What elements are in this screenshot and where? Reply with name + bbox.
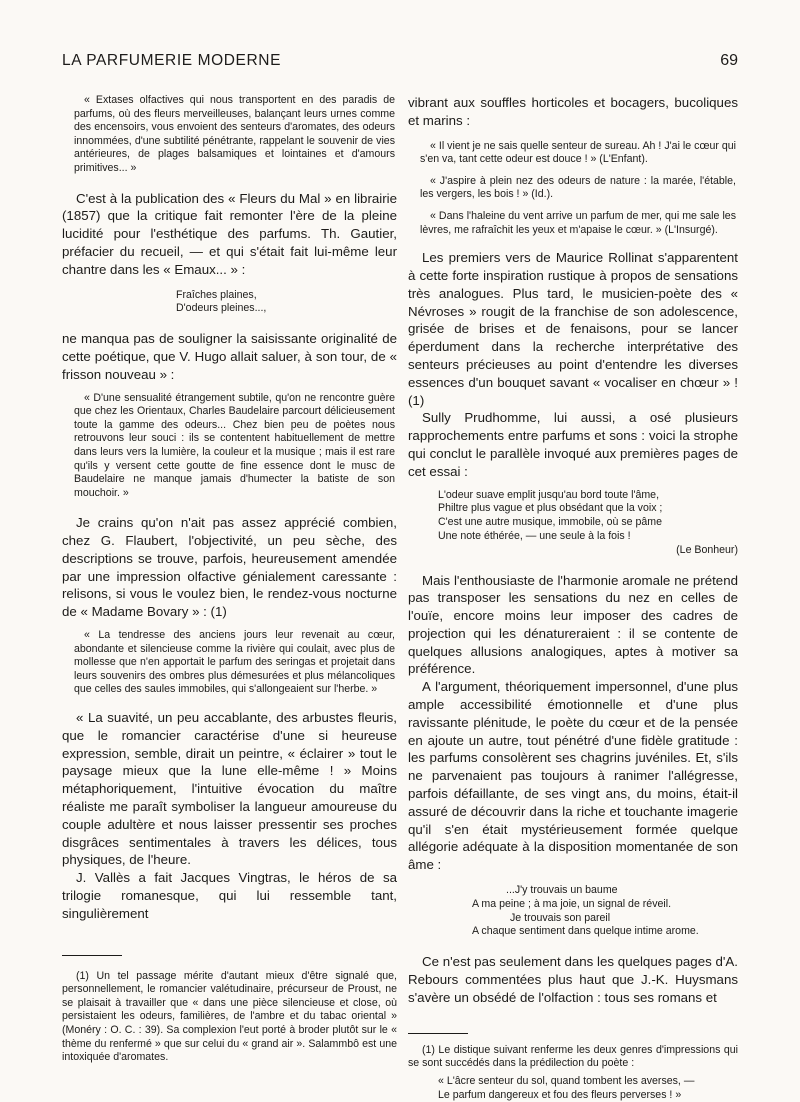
footnote-rule [62, 955, 122, 956]
paragraph-flaubert: Je crains qu'on n'ait pas assez apprécié combien, chez G. Flaubert, l'objectivité, un peu sèche, des descriptions se trouve, parfois, heureusement amendée par une impression olfactive génialement caressante : relisons, si vous le voulez bien, le rendez-vous nocturne de « Madame Bovary » : (1) [62, 515, 397, 620]
poem-line: L'odeur suave emplit jusqu'au bord toute l'âme, [438, 488, 660, 501]
paragraph-rollinat: Les premiers vers de Maurice Rollinat s'apparentent à cette forte inspiration rustique à propos de sensations très analogues. Plus tard, le musicien-poète des « Névroses » rougit de la franchise de son adolescence, grisée de brises et de fenaisons, pour se lancer éperdument dans la recherche interprétative des senteurs précieuses au point d'entendre les diverses essences d'un bouquet savant « vocaliser en chœur » ! (1) [408, 250, 738, 408]
paragraph-argument: A l'argument, théoriquement impersonnel, d'une plus ample accessibilité émotionnelle et d'une plus ravissante plénitude, le poète du cœur et de la pensée en ajoute un autre, tout pénétré d'une fidèle gratitude : les parfums consolèrent ses chagrins juvéniles. Et, s'ils ne parvenaient pas toujours à ranimer l'allégresse, parfois défaillante, de ses vingt ans, du moins, était-il assuré de découvrir dans la riche et touchante imagerie qu'il s'en était mystérieusement formée quelque allégorie adéquate à la disposition momentanée de son âme : [408, 679, 738, 873]
footnote-rule [408, 1033, 468, 1034]
poem-line: ...J'y trouvais un baume [506, 884, 618, 897]
bovary-quote: « La tendresse des anciens jours leur revenait au cœur, abondante et silencieuse comme la rivière qui coulait, avec plus de mollesse que n'en apportait le parfum des seringas et projetait dans leurs souvenirs des ombres plus démesurées et plus mélancoliques que celles des saules immobiles, qui s'allongeaient sur l'herbe. » [74, 629, 395, 696]
right-column [408, 94, 738, 1102]
left-column [62, 94, 397, 1065]
paragraph-fleurs-du-mal: C'est à la publication des « Fleurs du Mal » en librairie (1857) que la critique fait remonter l'ère de la pleine lucidité pour l'esthétique des parfums. Th. Gautier, préfacier du recueil, — et qui s'était fait lui-même leur chantre dans les « Emaux... » : [62, 190, 397, 277]
footnote: (1) Un tel passage mérite d'autant mieux d'être signalé que, personnellement, le romancier valétudinaire, précurseur de Proust, ne se plaisait à travailler que « dans une pièce silencieuse et close, où persistaient les odeurs, familières, de l'ambre et du tabac oriental » (Monéry : O. C. : 39). Sa complexion l'eut porté à broder plutôt sur le « thème du renfermé » que sur celui du « grand air ». Salammbô est une intoxiquée d'aromates. [62, 969, 397, 1064]
verse-line: Fraîches plaines, [176, 288, 257, 301]
poem-line: A chaque sentiment dans quelque intime arome. [472, 925, 699, 938]
gautier-verse [176, 289, 397, 317]
valles-quote: « Il vient je ne sais quelle senteur de sureau. Ah ! J'ai le cœur qui s'en va, tant cette odeur est douce ! » (L'Enfant). [420, 139, 736, 166]
poem-line: A ma peine ; à ma joie, un signal de réveil. [472, 897, 672, 910]
gautier-quote: « D'une sensualité étrangement subtile, qu'on ne rencontre guère que chez les Orientaux, Charles Baudelaire parcourt délicieusement toute la gamme des odeurs... Chez bien peu de poètes nous retrouvons leur souci : ils se contentent habituellement de mettre dans leurs vers la lumière, la couleur et la musique ; mais il est rare qu'ils y versent cette goutte de fine essence dont le musc de Baudelaire ne manque jamais d'humecter la batiste de son mouchoir. » [74, 391, 395, 499]
baudelaire-quote: « Extases olfactives qui nous transportent en des paradis de parfums, où des fleurs merveilleuses, balançant leurs urnes comme des encensoirs, vous envoient des senteurs d'aromates, des odeurs innommées, d'une subtilité pénétrante, rappelant le souvenir de vies antérieures, de plages balsamiques et lointaines et d'amours primitives... » [74, 94, 395, 174]
poem-line: Philtre plus vague et plus obsédant que la voix ; [438, 502, 663, 515]
paragraph-continuation: vibrant aux souffles horticoles et bocagers, bucoliques et marins : [408, 95, 738, 128]
running-title: LA PARFUMERIE MODERNE [62, 52, 282, 69]
poem-line: C'est une autre musique, immobile, où se pâme [438, 516, 663, 529]
baume-poem [472, 884, 738, 939]
paragraph-suavite: « La suavité, un peu accablante, des arbustes fleuris, que le romancier caractérise d'une si heureuse expression, semble, dirait un peintre, « éclairer » tout le paysage mieux que la lune elle-même ! » Moins métaphoriquement, l'intuitive évocation du maître réaliste me paraît symboliser la langueur amoureuse du couple adultère et nous laisser pressentir ses proches disgrâces sentimentales à travers les délices, tous physiques, de l'heure. [62, 710, 397, 868]
paragraph-valles: J. Vallès a fait Jacques Vingtras, le héros de sa trilogie romanesque, qui lui ressemble tant, singulièrement [62, 870, 397, 921]
verse-line: Le parfum dangereux et fou des fleurs perverses ! » [438, 1088, 682, 1101]
poem-credit: (Le Bonheur) [676, 543, 738, 556]
valles-quote: « J'aspire à plein nez des odeurs de nature : la marée, l'étable, les vergers, les bois ! » (Id.). [420, 174, 736, 201]
page-header [62, 52, 738, 72]
page-number: 69 [720, 52, 738, 69]
poem-line: Une note éthérée, — une seule à la fois ! [438, 529, 631, 542]
bonheur-poem [438, 489, 738, 558]
paragraph-sully-prudhomme: Sully Prudhomme, lui aussi, a osé plusieurs rapprochements entre parfums et sons : voici la strophe qui conclut le parallèle invoqué aux premières pages de cet essai : [408, 410, 738, 479]
paragraph-huysmans: Ce n'est pas seulement dans les quelques pages d'A. Rebours commentées plus haut que J.-K. Huysmans s'avère un obsédé de l'olfaction : tous ses romans et [408, 954, 738, 1005]
poem-line: Je trouvais son pareil [510, 911, 611, 924]
verse-line: D'odeurs pleines..., [176, 302, 267, 315]
valles-quote: « Dans l'haleine du vent arrive un parfum de mer, qui me sale les lèvres, me rafraîchit les yeux et m'apaise le cœur. » (L'Insurgé). [420, 209, 736, 236]
footnote: (1) Le distique suivant renferme les deux genres d'impressions qui se sont succédés dans la prédilection du poète : [408, 1043, 738, 1070]
verse-line: « L'âcre senteur du sol, quand tombent les averses, — [438, 1074, 695, 1087]
paragraph-hugo: ne manqua pas de souligner la saisissante originalité de cette poétique, que V. Hugo allait saluer, à son tour, de « frisson nouveau » : [62, 331, 397, 382]
paragraph-harmonie: Mais l'enthousiaste de l'harmonie aromale ne prétend pas transposer les sensations du nez en celles de l'ouïe, encore moins leur imposer des cadres de projection qui les dénatureraient : il se contente de quelques allusions analogiques, aptes à motiver sa préférence. [408, 572, 738, 677]
footnote-verse [438, 1075, 738, 1102]
